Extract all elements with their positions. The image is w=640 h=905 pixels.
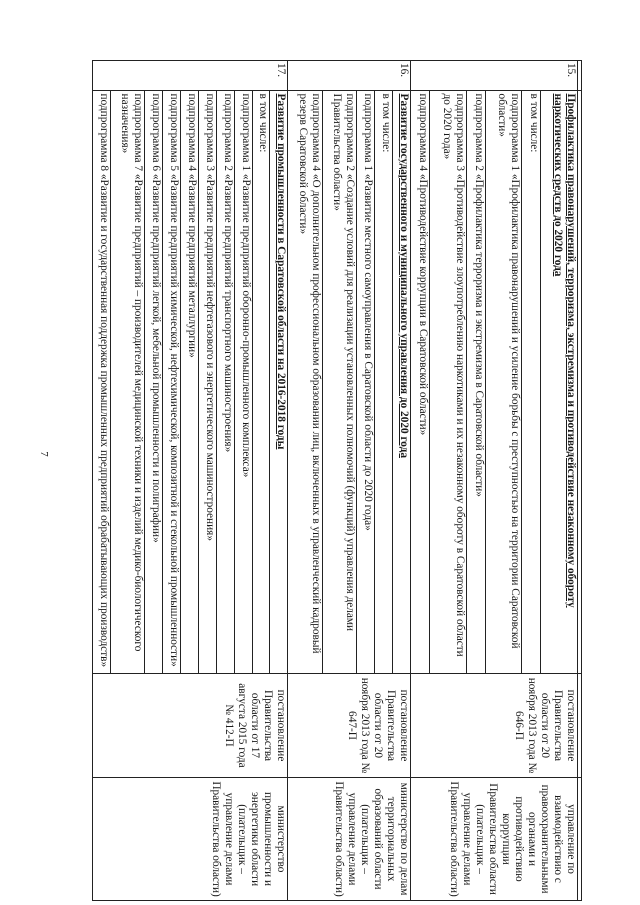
subprogram-item: подпрограмма 5 «Развитие предприятий химической, нефтехимической, композитной и стекольной промышленности»: [168, 93, 181, 667]
subprogram-item: подпрограмма 3 «Противодействие злоупотреблению наркотиками и их незаконному обороту в Саратовской области до 2020 года»: [440, 93, 466, 657]
program-cell: [234, 90, 252, 673]
program-cell: [216, 90, 234, 673]
subprogram-item: подпрограмма 8 «Развитие и государственная поддержка промышленных предприятий обрабатывающих производств»: [98, 93, 111, 668]
subprogram-item: подпрограмма 1 «Развитие местного самоуправления в Саратовской области до 2020 года»: [362, 93, 375, 531]
program-cell: [392, 90, 410, 673]
including-label: в том числе:: [379, 93, 392, 153]
program-cell: [429, 90, 466, 673]
subprogram-item: подпрограмма 4 «О дополнительном профессиональном образовании лиц, включенных в управленческий кадровый резерв Саратовской области»: [296, 93, 322, 654]
subprogram-item: подпрограмма 1 «Профилактика правонарушений и усиление борьбы с преступностью на территории Саратовской области»: [496, 93, 522, 649]
program-cell: [145, 90, 163, 673]
table-row: [270, 61, 288, 901]
table-top-fragment: [578, 61, 582, 901]
responsible-executor: министерство по делам территориальных образований области (плательщик – управление делами Правительства области): [288, 778, 410, 901]
program-cell: [270, 90, 288, 673]
row-number: 15.: [410, 61, 577, 91]
subprogram-item: подпрограмма 4 «Развитие предприятий металлургии»: [186, 93, 199, 358]
subprogram-item: подпрограмма 7 «Развитие предприятий – производителей медицинской техники и изделий медико-биологического назначения»: [119, 93, 145, 652]
programs-table: [92, 60, 582, 901]
programs-table-body: [93, 61, 582, 901]
program-cell: [522, 90, 541, 673]
responsible-executor: управление по взаимодействию с правоохранительными органами и противодействию коррупции Правительства области (плательщик – управление делами Правительства области): [410, 778, 577, 901]
subprogram-item: подпрограмма 2 «Развитие предприятий транспортного машиностроения»: [221, 93, 234, 453]
program-cell: [93, 90, 111, 673]
page-number: 7: [37, 451, 50, 457]
program-cell: [181, 90, 199, 673]
program-cell: [111, 90, 145, 673]
subprogram-item: подпрограмма 6 «Развитие предприятий легкой, мебельной промышленности и полиграфии»: [150, 93, 163, 543]
program-cell: [466, 90, 485, 673]
legal-act: постановление Правительства области от 20 ноября 2013 года № 646-П: [410, 673, 577, 777]
row-number: 17.: [93, 61, 288, 91]
program-title: Развитие промышленности в Саратовской области на 2016-2018 годы: [275, 93, 288, 450]
subprogram-item: подпрограмма 3 «Развитие предприятий нефтегазового и энергетического машиностроения»: [203, 93, 216, 541]
including-label: в том числе:: [528, 93, 541, 153]
subprogram-item: подпрограмма 2 «Создание условий для реализации установленных полномочий (функций) управления делами Правительства области»: [331, 93, 357, 632]
program-title: Профилактика правонарушений, терроризма, экстремизма и противодействие незаконному обороту наркотических средств до 2020 года: [552, 93, 577, 608]
subprogram-item: подпрограмма 4 «Противодействие коррупции в Саратовской области»: [416, 93, 429, 436]
program-cell: [199, 90, 217, 673]
program-cell: [357, 90, 375, 673]
program-cell: [541, 90, 578, 673]
program-cell: [375, 90, 393, 673]
including-label: в том числе:: [257, 93, 270, 153]
legal-act: постановление Правительства области от 17 августа 2015 года № 412-П: [93, 673, 288, 777]
programs-table-rotated: [92, 60, 582, 901]
responsible-executor: министерство промышленности и энергетики области (плательщик – управление делами Правительства области): [93, 778, 288, 901]
program-cell: [485, 90, 522, 673]
program-cell: [252, 90, 270, 673]
program-cell: [288, 90, 322, 673]
subprogram-item: подпрограмма 2 «Профилактика терроризма и экстремизма в Саратовской области»: [472, 93, 485, 497]
program-cell: [322, 90, 356, 673]
row-number: 16.: [288, 61, 410, 91]
program-cell: [163, 90, 181, 673]
legal-act: постановление Правительства области от 20 ноября 2013 года № 647-П: [288, 673, 410, 777]
table-row: [541, 61, 578, 901]
program-cell: [410, 90, 429, 673]
program-title: Развитие государственного и муниципального управления до 2020 года: [397, 93, 410, 458]
subprogram-item: подпрограмма 1 «Развитие предприятий оборонно-промышленного комплекса»: [239, 93, 252, 478]
table-row: [392, 61, 410, 901]
